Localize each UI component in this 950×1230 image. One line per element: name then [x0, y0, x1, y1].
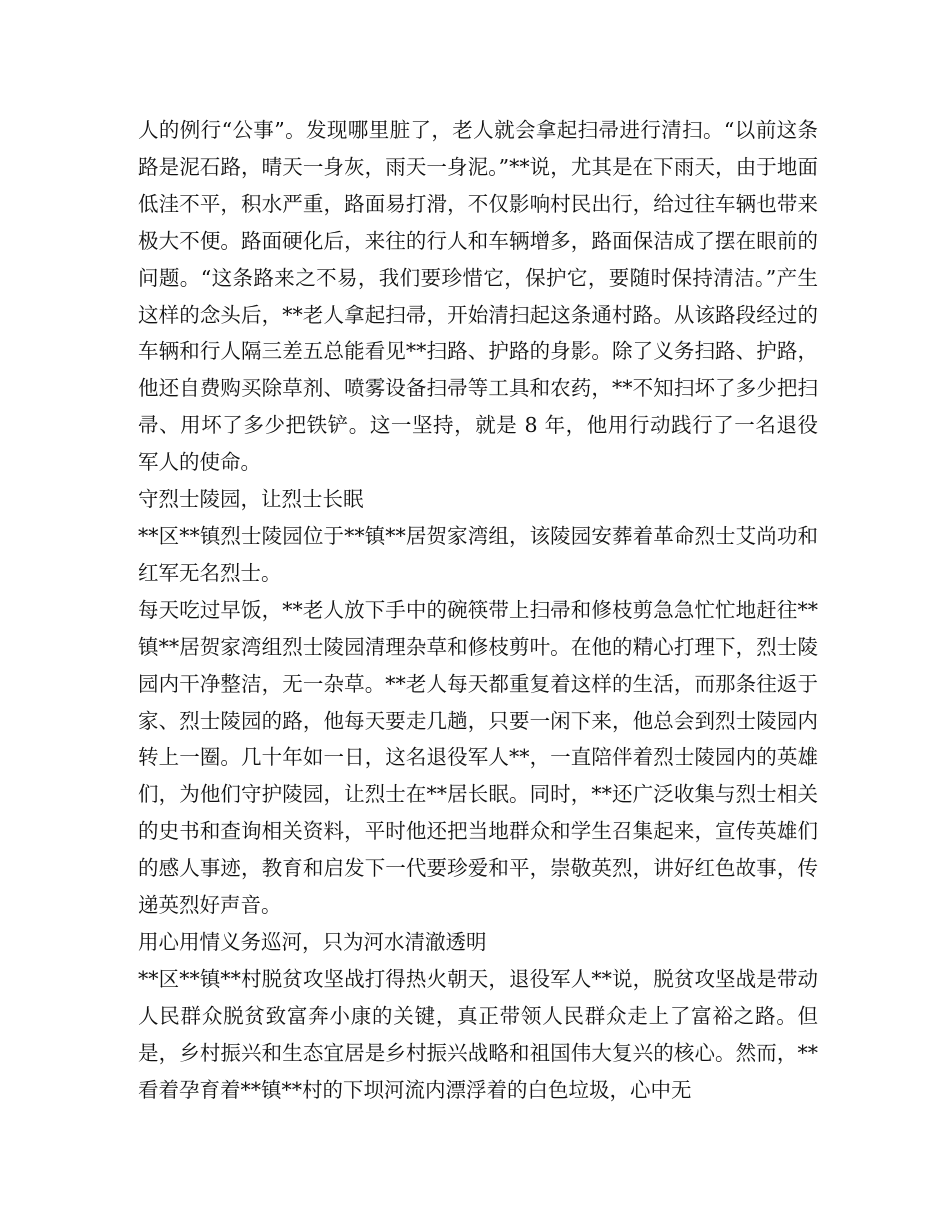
paragraph-river-patrol: **区**镇**村脱贫攻坚战打得热火朝天，退役军人**说，脱贫攻坚战是带动人民群众脱贫致富奔小康的关键，真正带领人民群众走上了富裕之路。但是，乡村振兴和生态宜居是乡村振兴战略和祖国伟大复兴的核心。然而，**看着孕育着**镇**村的下坝河流内漂浮着的白色垃圾，心中无 [138, 966, 818, 1102]
section-heading-martyrs-cemetery: 守烈士陵园，让烈士长眠 [138, 487, 364, 512]
paragraph-road-sweeping: 人的例行“公事”。发现哪里脏了，老人就会拿起扫帚进行清扫。“以前这条路是泥石路，晴天一身灰，雨天一身泥。”**说，尤其是在下雨天，由于地面低洼不平，积水严重，路面易打滑，不仅影响村民出行，给过往车辆也带来极大不便。路面硬化后，来往的行人和车辆增多，路面保洁成了摆在眼前的问题。“这条路来之不易，我们要珍惜它，保护它，要随时保持清洁。”产生这样的念头后，**老人拿起扫帚，开始清扫起这条通村路。从该路段经过的车辆和行人隔三差五总能看见**扫路、护路的身影。除了义务扫路、护路，他还自费购买除草剂、喷雾设备扫帚等工具和农药，**不知扫坏了多少把扫帚、用坏了多少把铁铲。这一坚持，就是 8 年，他用行动践行了一名退役军人的使命。 [138, 118, 818, 475]
paragraph-cemetery-care: 每天吃过早饭，**老人放下手中的碗筷带上扫帚和修枝剪急急忙忙地赶往**镇**居贺家湾组烈士陵园清理杂草和修枝剪叶。在他的精心打理下，烈士陵园内干净整洁，无一杂草。**老人每天都重复着这样的生活，而那条往返于家、烈士陵园的路，他每天要走几趟，只要一闲下来，他总会到烈士陵园内转上一圈。几十年如一日，这名退役军人**，一直陪伴着烈士陵园内的英雄们，为他们守护陵园，让烈士在**居长眠。同时，**还广泛收集与烈士相关的史书和查询相关资料，平时他还把当地群众和学生召集起来，宣传英雄们的感人事迹，教育和启发下一代要珍爱和平，崇敬英烈，讲好红色故事，传递英烈好声音。 [138, 597, 818, 918]
document-body [138, 112, 818, 1108]
section-heading-river-patrol: 用心用情义务巡河，只为河水清澈透明 [138, 929, 487, 954]
paragraph-cemetery-location: **区**镇烈士陵园位于**镇**居贺家湾组，该陵园安葬着革命烈士艾尚功和红军无名烈士。 [138, 523, 818, 585]
